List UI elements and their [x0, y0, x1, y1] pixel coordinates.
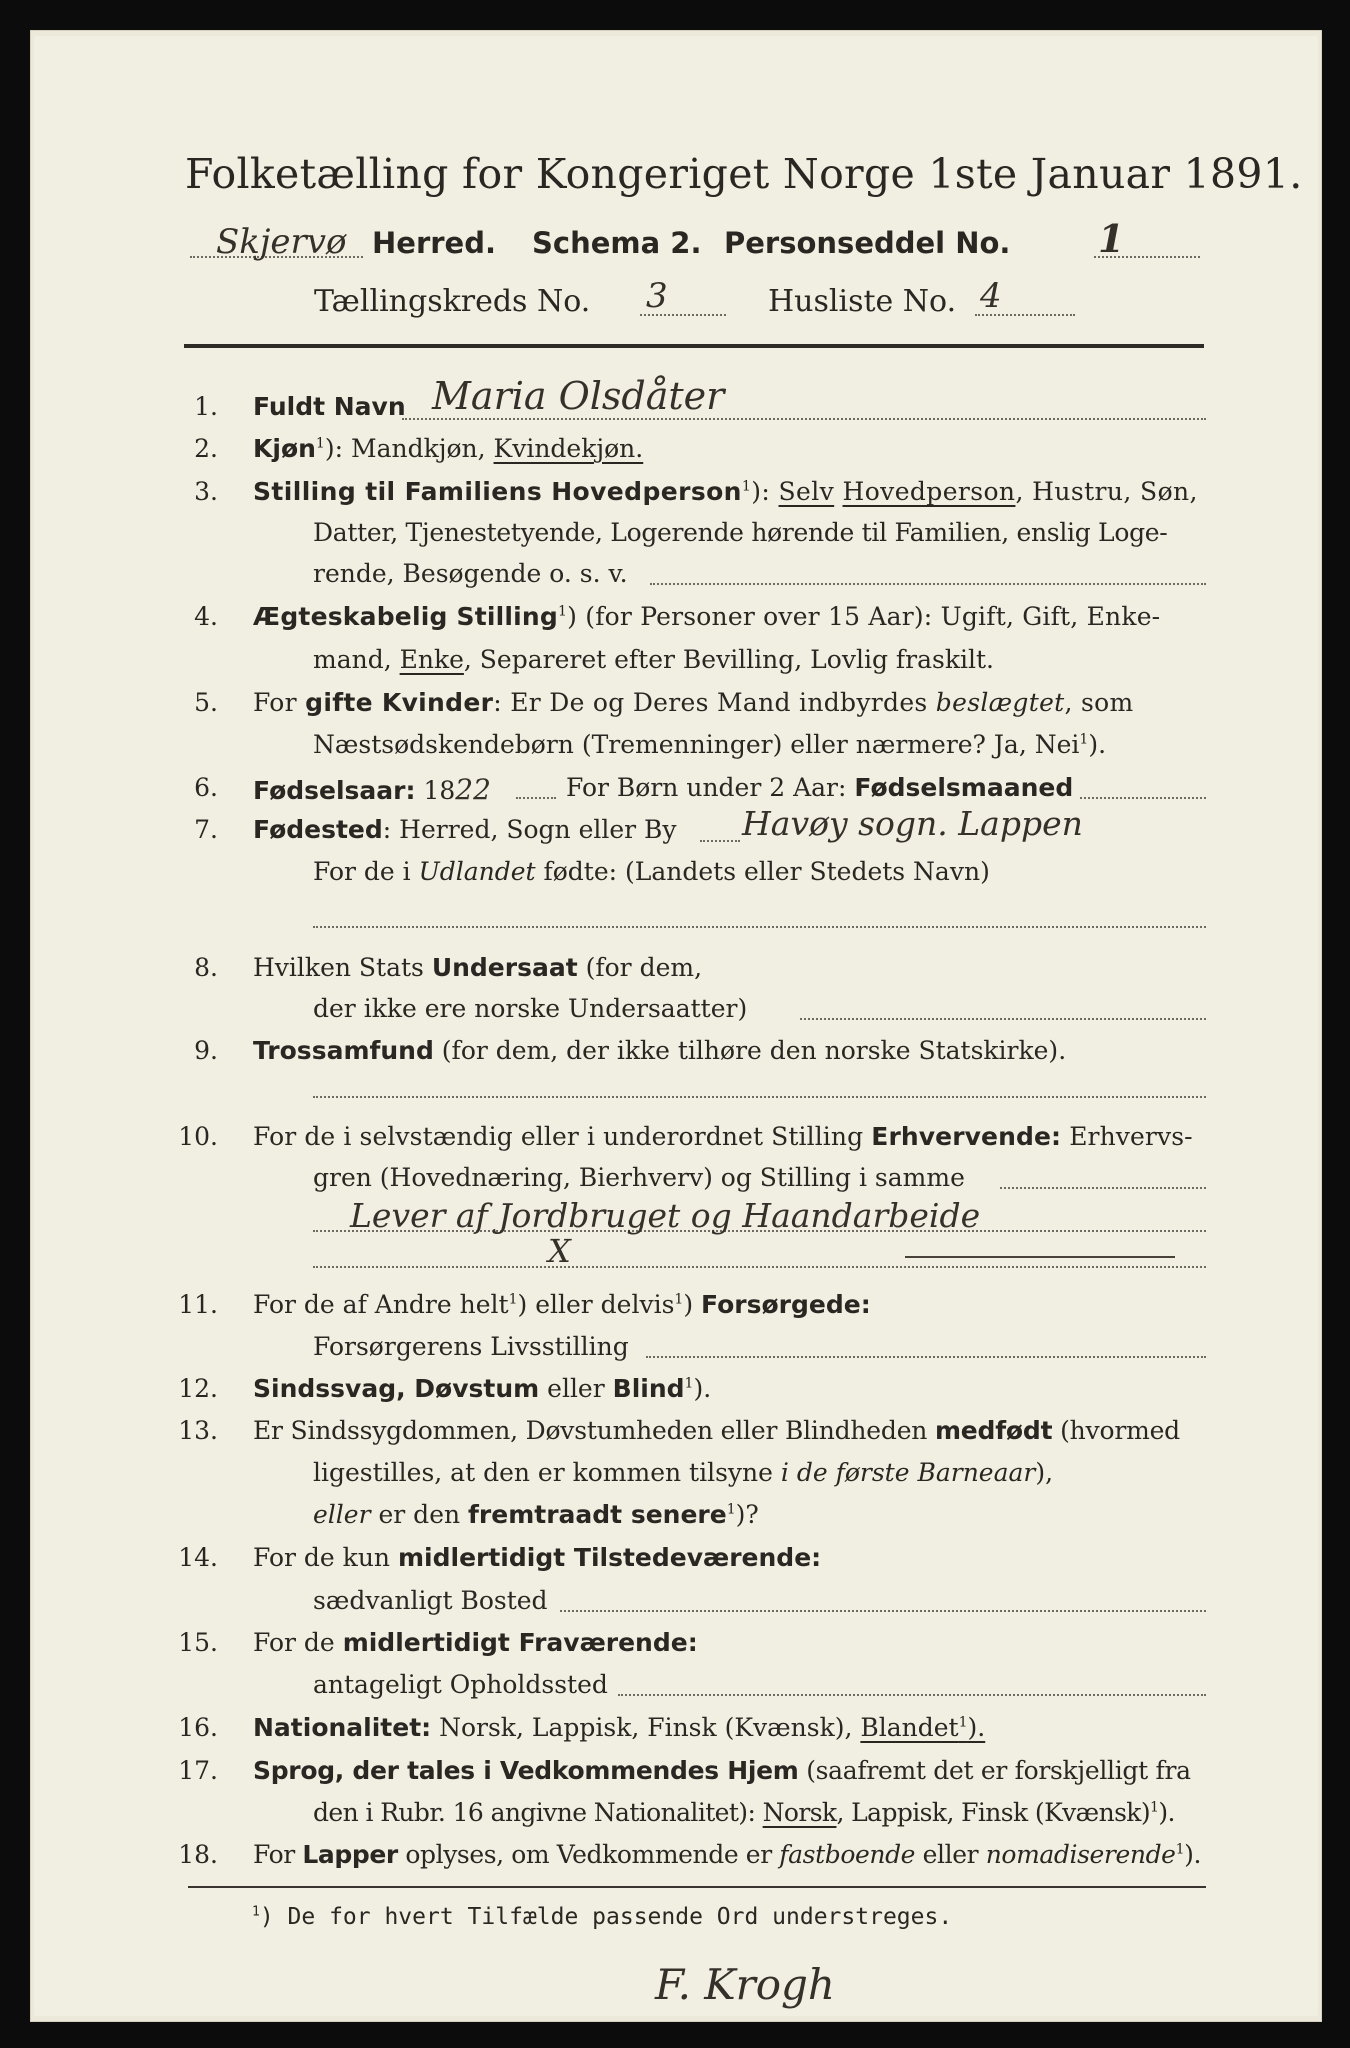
q15-number: 15.	[178, 1628, 218, 1657]
q17-line-1: Sprog, der tales i Vedkommendes Hjem (saafremt det er forskjelligt fra	[253, 1756, 1191, 1785]
header-rule	[184, 344, 1204, 348]
q2-number: 2.	[194, 434, 218, 463]
q5-number: 5.	[194, 688, 218, 717]
q6-rest: For Børn under 2 Aar: Fødselsmaaned	[566, 773, 1074, 802]
q7-answer: Havøy sogn. Lappen	[742, 804, 1083, 843]
q5-line-2: Næstsødskendebørn (Tremenninger) eller nærmere? Ja, Nei$^1$).	[313, 730, 1107, 759]
q4-number: 4.	[194, 602, 218, 631]
personseddel-value: 1	[1098, 216, 1125, 261]
q1-answer: Maria Olsdåter	[432, 374, 725, 418]
q15-line-1: For de midlertidigt Fraværende:	[253, 1628, 698, 1657]
q7-number: 7.	[194, 815, 218, 844]
footer-rule	[188, 1886, 1206, 1888]
q13-line-1: Er Sindssygdommen, Døvstumheden eller Blindheden medfødt (hvormed	[253, 1416, 1180, 1445]
q3-number: 3.	[194, 477, 218, 506]
husliste-value: 4	[980, 276, 1002, 316]
q17-number: 17.	[178, 1756, 218, 1785]
q3-line-3: rende, Besøgende o. s. v.	[313, 559, 628, 588]
q8-line-1: Hvilken Stats Undersaat (for dem,	[253, 953, 703, 982]
q8-line-2: der ikke ere norske Undersaatter)	[313, 994, 748, 1023]
q3-line-1: Stilling til Familiens Hovedperson$^1$): Selv Hovedperson, Hustru, Søn,	[253, 477, 1198, 506]
q11-line-1: For de af Andre helt$^1$) eller delvis$^1$) Forsørgede:	[253, 1290, 871, 1319]
q6-answer: 22	[455, 773, 491, 806]
personseddel-label: Personseddel No.	[724, 226, 1011, 260]
q18-line: For Lapper oplyses, om Vedkommende er fastboende eller nomadiserende$^1$).	[253, 1840, 1201, 1869]
herred-label: Herred.	[372, 226, 496, 260]
form-title: Folketælling for Kongeriget Norge 1ste Januar 1891.	[185, 150, 1303, 198]
q10-line-1: For de i selvstændig eller i underordnet Stilling Erhvervende: Erhvervs-	[253, 1122, 1193, 1151]
q2-label: Kjøn	[253, 434, 316, 463]
q13-line-3: eller er den fremtraadt senere$^1$)?	[313, 1500, 759, 1529]
q6-line: Fødselsaar: 1822	[253, 773, 491, 806]
husliste-label: Husliste No.	[768, 284, 957, 319]
schema-label: Schema 2.	[532, 226, 702, 260]
q9-line: Trossamfund (for dem, der ikke tilhøre den norske Statskirke).	[253, 1036, 1067, 1065]
q3-line-2: Datter, Tjenestetyende, Logerende hørende til Familien, enslig Loge-	[313, 518, 1168, 547]
q8-number: 8.	[194, 953, 218, 982]
q11-number: 11.	[178, 1290, 218, 1319]
q10-answer-mark: X	[548, 1232, 571, 1270]
q4-underlined-answer: Enke	[399, 645, 464, 674]
footnote: $^1$) De for hvert Tilfælde passende Ord understreges.	[252, 1904, 953, 1930]
q16-number: 16.	[178, 1713, 218, 1742]
herred-value: Skjervø	[216, 222, 347, 262]
kreds-value: 3	[646, 276, 668, 316]
q10-answer-line	[905, 1256, 1175, 1258]
q6-number: 6.	[194, 773, 218, 802]
q1-number: 1.	[194, 392, 218, 421]
q16-underlined-answer: Blandet$^1$).	[860, 1713, 986, 1742]
q18-number: 18.	[178, 1840, 218, 1869]
q14-line-1: For de kun midlertidigt Tilstedeværende:	[253, 1543, 822, 1572]
q5-line-1: For gifte Kvinder: Er De og Deres Mand indbyrdes beslægtet, som	[253, 688, 1134, 717]
q17-line-2: den i Rubr. 16 angivne Nationalitet): Norsk, Lappisk, Finsk (Kvænsk)$^1$).	[313, 1798, 1175, 1827]
q12-number: 12.	[178, 1374, 218, 1403]
q4-line-1: Ægteskabelig Stilling$^1$) (for Personer over 15 Aar): Ugift, Gift, Enke-	[253, 602, 1161, 631]
q7-line-2: For de i Udlandet fødte: (Landets eller Stedets Navn)	[313, 857, 990, 886]
q14-number: 14.	[178, 1543, 218, 1572]
q12-line: Sindssvag, Døvstum eller Blind$^1$).	[253, 1374, 712, 1403]
q10-number: 10.	[178, 1122, 218, 1151]
q9-number: 9.	[194, 1036, 218, 1065]
signature: F. Krogh	[655, 1960, 835, 2009]
q15-line-2: antageligt Opholdssted	[313, 1670, 608, 1699]
q13-number: 13.	[178, 1416, 218, 1445]
q13-line-2: ligestilles, at den er kommen tilsyne i de første Barneaar),	[313, 1458, 1054, 1487]
q2-underlined-answer: Kvindekjøn.	[493, 434, 644, 463]
q14-line-2: sædvanligt Bosted	[313, 1586, 548, 1615]
q17-underlined-answer: Norsk	[762, 1798, 837, 1827]
q10-line-2: gren (Hovednæring, Bierhverv) og Stilling i samme	[313, 1163, 965, 1192]
q1-label: Fuldt Navn	[253, 392, 406, 421]
q11-line-2: Forsørgerens Livsstilling	[313, 1332, 629, 1361]
q7-line-1: Fødested: Herred, Sogn eller By	[253, 815, 677, 844]
q4-line-2: mand, Enke, Separeret efter Bevilling, Lovlig fraskilt.	[313, 645, 994, 674]
q10-answer: Lever af Jordbruget og Haandarbeide	[350, 1196, 981, 1235]
kreds-label: Tællingskreds No.	[314, 284, 591, 319]
q16-line: Nationalitet: Norsk, Lappisk, Finsk (Kvænsk), Blandet$^1$).	[253, 1713, 986, 1742]
q2-line: Kjøn$^1$): Mandkjøn, Kvindekjøn.	[253, 434, 644, 463]
